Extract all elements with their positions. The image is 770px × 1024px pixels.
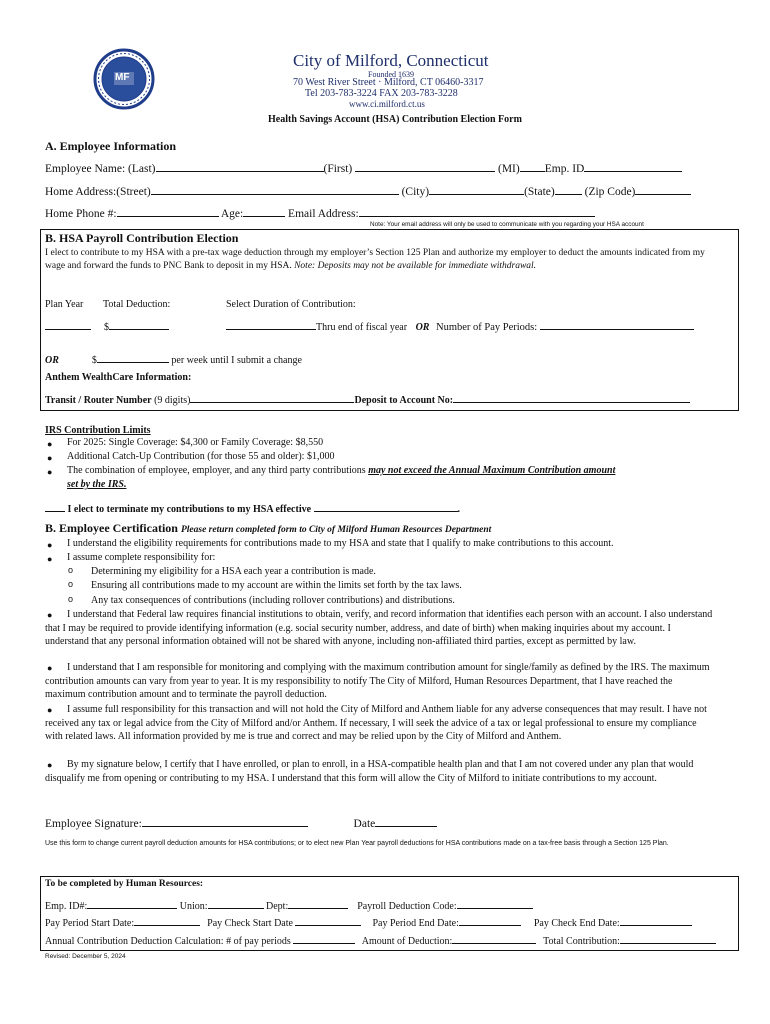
irs-item-2: Additional Catch-Up Contribution (for those 55 and older): $1,000 bbox=[67, 451, 335, 462]
irs-title: IRS Contribution Limits bbox=[45, 425, 151, 436]
name-row bbox=[45, 160, 682, 175]
hr-pc-start-field[interactable] bbox=[295, 914, 361, 926]
hr-title: To be completed by Human Resources: bbox=[45, 879, 204, 889]
seal-text: MF bbox=[115, 72, 130, 83]
hr-total-label: Total Contribution: bbox=[543, 936, 620, 947]
terminate-checkbox-field[interactable] bbox=[45, 500, 65, 512]
bullet-icon: ● bbox=[47, 554, 53, 564]
cert-item-1: I understand the eligibility requirements for contributions made to my HSA and state that I qualify to make contributions to this account. bbox=[67, 538, 614, 549]
section-b-intro bbox=[45, 247, 715, 273]
email-label: Email Address: bbox=[288, 208, 359, 220]
mi-field[interactable] bbox=[520, 160, 545, 172]
hr-total-field[interactable] bbox=[620, 932, 716, 944]
per-week-label: per week until I submit a change bbox=[171, 355, 302, 366]
pay-periods-label: Number of Pay Periods: bbox=[435, 322, 538, 333]
city-label: (City) bbox=[401, 186, 430, 198]
sub-bullet-icon: o bbox=[68, 565, 74, 575]
zip-field[interactable] bbox=[635, 183, 691, 195]
cert-heading bbox=[45, 521, 491, 536]
name-last-label: Employee Name: (Last) bbox=[45, 163, 156, 175]
sub-bullet-icon: o bbox=[68, 579, 74, 589]
bullet-icon: ● bbox=[47, 467, 53, 477]
total-deduction-label: Total Deduction: bbox=[103, 299, 171, 310]
state-field[interactable] bbox=[555, 183, 582, 195]
thru-fiscal-label: Thru end of fiscal year bbox=[316, 322, 408, 333]
bullet-icon: ● bbox=[47, 663, 53, 673]
city-phone-fax: Tel 203-783-3224 FAX 203-783-3228 bbox=[305, 88, 458, 99]
deposit-label: Deposit to Account No: bbox=[354, 395, 454, 406]
bullet-icon: ● bbox=[47, 453, 53, 463]
footnote-text: Use this form to change current payroll deduction amounts for HSA contributions; or to elect new Plan Year payroll deductions for HSA contributions made on a tax-free basis through a Section 125 Plan. bbox=[45, 840, 669, 847]
transit-row bbox=[45, 391, 690, 406]
hr-annual-label: Annual Contribution Deduction Calculation: # of pay periods bbox=[45, 936, 291, 947]
duration-label: Select Duration of Contribution: bbox=[226, 299, 356, 310]
plan-year-label: Plan Year bbox=[45, 299, 84, 310]
cert-para-4 bbox=[45, 758, 715, 785]
email-note: Note: Your email address will only be used to communicate with you regarding your HSA account bbox=[370, 221, 644, 228]
hr-union-label: Union: bbox=[179, 901, 208, 912]
irs-item-3 bbox=[67, 465, 615, 476]
hr-pay-periods-field[interactable] bbox=[293, 932, 355, 944]
total-deduction-field[interactable] bbox=[109, 318, 169, 330]
terminate-label: I elect to terminate my contributions to my HSA effective bbox=[67, 504, 312, 515]
form-title: Health Savings Account (HSA) Contribution Election Form bbox=[268, 114, 522, 125]
or-label-1: OR bbox=[415, 322, 430, 333]
plan-year-field[interactable] bbox=[45, 318, 91, 330]
signature-row bbox=[45, 815, 437, 830]
section-a-title: A. Employee Information bbox=[45, 139, 176, 153]
age-label: Age: bbox=[220, 208, 244, 220]
emp-id-label: Emp. ID bbox=[544, 163, 585, 175]
address-row bbox=[45, 183, 691, 198]
signature-field[interactable] bbox=[142, 815, 308, 827]
cert-para-2-text: I understand that I am responsible for monitoring and complying with the maximum contribution amount for single/family as defined by the IRS. The maximum contribution amounts can vary from year to year. It is my responsibility to notify The City of Milford, Human Resources Department, that I have reached the maximum contribution amount and to terminate the payroll deduction. bbox=[45, 662, 710, 700]
or-label-2: OR bbox=[45, 355, 59, 366]
hr-union-field[interactable] bbox=[208, 897, 264, 909]
irs-item-1: For 2025: Single Coverage: $4,300 or Family Coverage: $8,550 bbox=[67, 437, 324, 448]
bullet-icon: ● bbox=[47, 705, 53, 715]
per-week-field[interactable] bbox=[97, 351, 169, 363]
hr-amount-label: Amount of Deduction: bbox=[361, 936, 453, 947]
per-week-row bbox=[45, 351, 302, 366]
pay-periods-field[interactable] bbox=[540, 318, 694, 330]
bullet-icon: ● bbox=[47, 439, 53, 449]
emp-id-field[interactable] bbox=[584, 160, 682, 172]
hr-row-3 bbox=[45, 932, 716, 947]
date-field[interactable] bbox=[375, 815, 437, 827]
deduction-row bbox=[45, 318, 169, 333]
cert-instruction: Please return completed form to City of Milford Human Resources Department bbox=[180, 525, 492, 535]
hr-pc-start-label: Pay Check Start Date bbox=[207, 918, 293, 929]
phone-field[interactable] bbox=[117, 205, 219, 217]
last-name-field[interactable] bbox=[156, 160, 324, 172]
cert-title: B. Employee Certification bbox=[45, 521, 178, 535]
age-field[interactable] bbox=[243, 205, 285, 217]
hr-dept-label: Dept: bbox=[266, 901, 289, 912]
footnote bbox=[45, 839, 710, 849]
anthem-label: Anthem WealthCare Information: bbox=[45, 372, 192, 383]
terminate-date-field[interactable] bbox=[314, 500, 458, 512]
phone-label: Home Phone #: bbox=[45, 208, 117, 220]
city-field[interactable] bbox=[429, 183, 524, 195]
duration-row bbox=[226, 318, 694, 333]
irs-item-3-emphasis: may not exceed the Annual Maximum Contribution amount bbox=[368, 465, 616, 476]
city-name: City of Milford, Connecticut bbox=[293, 51, 489, 70]
first-name-field[interactable] bbox=[355, 160, 495, 172]
first-name-label: (First) bbox=[323, 163, 353, 175]
bullet-icon: ● bbox=[47, 760, 53, 770]
cert-para-3 bbox=[45, 703, 715, 744]
dollar-sign: $ bbox=[104, 322, 109, 333]
irs-item-3-text: The combination of employee, employer, and any third party contributions bbox=[67, 465, 369, 476]
cert-para-1 bbox=[45, 608, 715, 649]
transit-label: Transit / Router Number bbox=[45, 395, 152, 406]
hr-amount-field[interactable] bbox=[452, 932, 536, 944]
intro-text: I elect to contribute to my HSA with a pre-tax wage deduction through my employer’s Section 125 Plan and authorize my employer to deduct the amounts indicated from my wage and forward the funds to PNC Bank to deposit in my HSA. bbox=[45, 248, 705, 271]
hr-pc-end-field[interactable] bbox=[620, 914, 692, 926]
deposit-account-field[interactable] bbox=[453, 391, 690, 403]
intro-note: Note: Deposits may not be available for immediate withdrawal. bbox=[294, 261, 537, 271]
terminate-row bbox=[45, 500, 460, 515]
fiscal-year-field[interactable] bbox=[226, 318, 316, 330]
hr-pc-end-label: Pay Check End Date: bbox=[533, 918, 620, 929]
hr-row-2 bbox=[45, 914, 692, 929]
hr-pp-start-field[interactable] bbox=[134, 914, 200, 926]
phone-row bbox=[45, 205, 595, 220]
hr-pp-end-field[interactable] bbox=[459, 914, 521, 926]
bullet-icon: ● bbox=[47, 610, 53, 620]
per-week-dollar: $ bbox=[91, 355, 97, 366]
hr-code-label: Payroll Deduction Code: bbox=[357, 901, 457, 912]
transit-field[interactable] bbox=[190, 391, 354, 403]
cert-para-3-text: I assume full responsibility for this transaction and will not hold the City of Milford and Anthem liable for any adverse consequences that may result. I have not received any tax or legal advice from the City of Milford and/or Anthem. If necessary, I will seek the advice of a tax or legal professional to ensure my compliance with related laws. All information provided by me is true and correct and may be relied upon by the City of Milford and Anthem. bbox=[45, 704, 707, 742]
cert-sub-3: Any tax consequences of contributions (including rollover contributions) and distributions. bbox=[91, 595, 455, 606]
city-website: www.ci.milford.ct.us bbox=[349, 99, 425, 109]
transit-digits: (9 digits) bbox=[154, 395, 191, 406]
bullet-icon: ● bbox=[47, 540, 53, 550]
cert-sub-2: Ensuring all contributions made to my account are within the limits set forth by the tax laws. bbox=[91, 580, 462, 591]
zip-label: (Zip Code) bbox=[584, 186, 636, 198]
irs-item-3-emphasis-2: set by the IRS. bbox=[67, 479, 127, 490]
email-field[interactable] bbox=[359, 205, 595, 217]
founded: Founded 1639 bbox=[368, 70, 414, 79]
city-seal bbox=[93, 48, 155, 110]
terminate-end: . bbox=[457, 504, 461, 515]
mi-label: (MI) bbox=[498, 163, 520, 175]
cert-item-2: I assume complete responsibility for: bbox=[67, 552, 216, 563]
sub-bullet-icon: o bbox=[68, 594, 74, 604]
hr-pp-start-label: Pay Period Start Date: bbox=[45, 918, 135, 929]
section-b-title: B. HSA Payroll Contribution Election bbox=[45, 231, 239, 245]
hr-pp-end-label: Pay Period End Date: bbox=[372, 918, 459, 929]
hr-empid-label: Emp. ID#: bbox=[45, 901, 88, 912]
cert-para-1-text: I understand that Federal law requires financial institutions to obtain, verify, and record information that identifies each person with an account. I also understand that I may be required to provide identifying information (e.g. social security number, address, and date of birth) when making inquiries about my account. I understand that any personal information obtained will not be shared with anyone, including non-affiliated third parties, except as permitted by law. bbox=[45, 609, 713, 647]
street-field[interactable] bbox=[151, 183, 399, 195]
cert-sub-1: Determining my eligibility for a HSA each year a contribution is made. bbox=[91, 566, 376, 577]
city-address: 70 West River Street · Milford, CT 06460-3317 bbox=[293, 77, 484, 88]
hr-empid-field[interactable] bbox=[87, 897, 177, 909]
cert-para-2 bbox=[45, 661, 715, 702]
date-label: Date bbox=[353, 818, 376, 830]
hr-dept-field[interactable] bbox=[288, 897, 348, 909]
signature-label: Employee Signature: bbox=[45, 818, 142, 830]
revised-date: Revised: December 5, 2024 bbox=[45, 953, 126, 960]
state-label: (State) bbox=[524, 186, 555, 198]
hr-code-field[interactable] bbox=[457, 897, 533, 909]
cert-para-4-text: By my signature below, I certify that I have enrolled, or plan to enroll, in a HSA-compatible health plan and that I am not covered under any plan that would disqualify me from opening or contributing to my HSA. I understand that this form will allow the City of Milford to initiate contributions to my account. bbox=[45, 759, 694, 784]
hr-row-1 bbox=[45, 897, 533, 912]
street-label: Home Address:(Street) bbox=[45, 186, 151, 198]
